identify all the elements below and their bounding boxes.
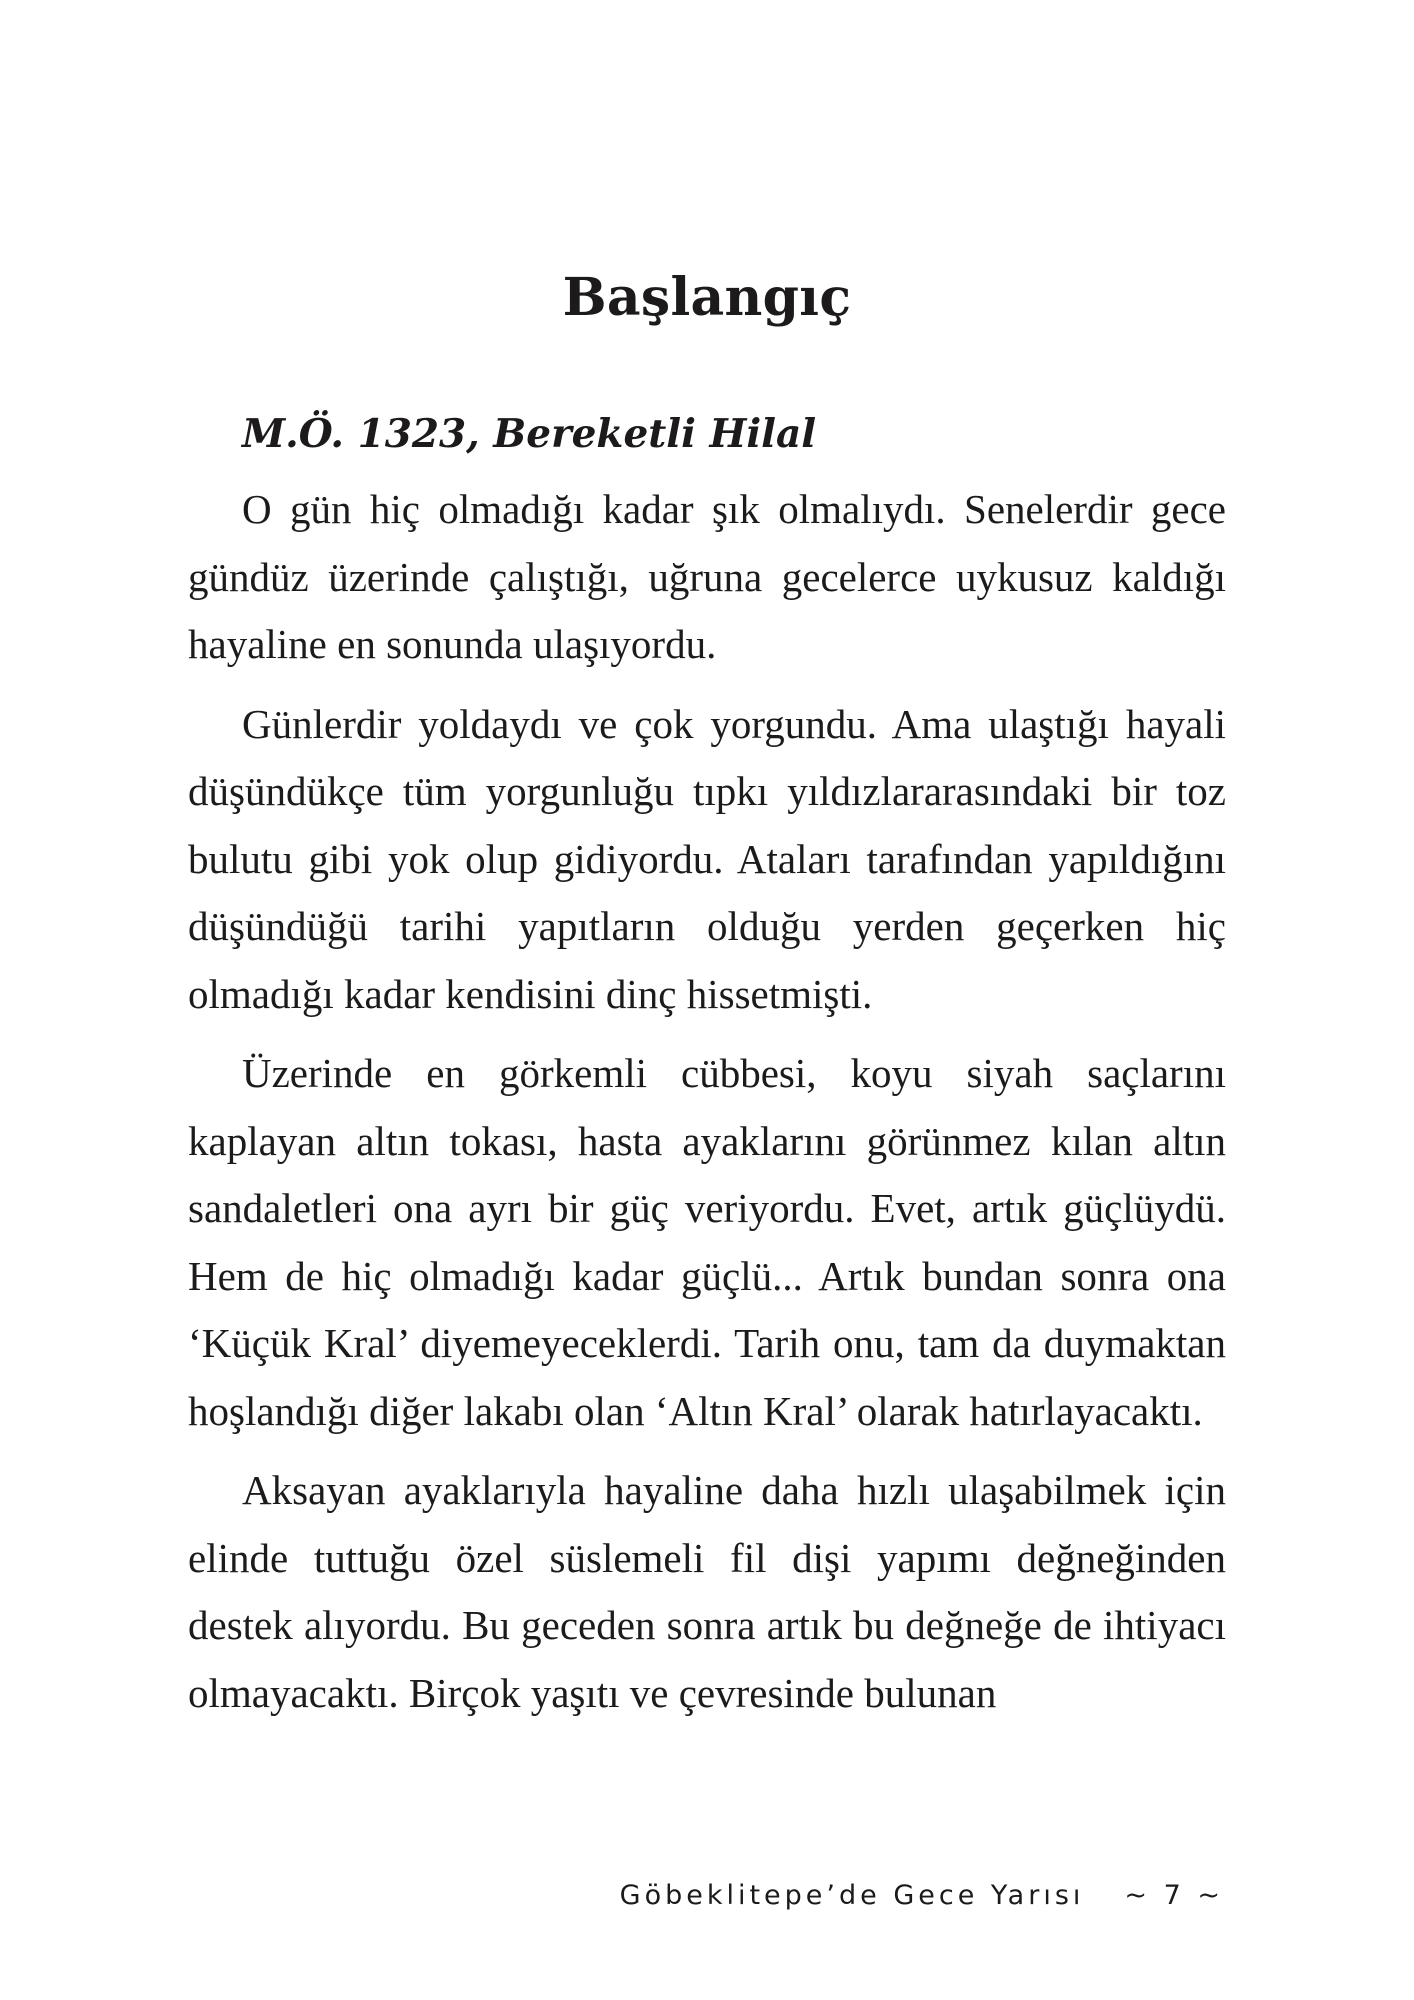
running-footer [620,1876,1224,1916]
paragraph-1: O gün hiç olmadığı kadar şık olmalıydı. Senelerdir gece gündüz üzerinde çalıştığı, uğruna gecelerce uykusuz kaldığı hayaline en sonunda ulaşıyordu. [188,486,1226,667]
body-text [188,404,1226,1739]
scene-heading: M.Ö. 1323, Bereketli Hilal [242,411,817,457]
paragraph-3: Üzerinde en görkemli cübbesi, koyu siyah saçlarını kaplayan altın tokası, hasta ayaklarını görünmez kılan altın sandaletleri ona ayrı bir güç veriyordu. Evet, artık güçlüydü. Hem de hiç olmadığı kadar güçlü... Artık bundan sonra ona ‘Küçük Kral’ diyemeyeceklerdi. Tarih onu, tam da duymaktan hoşlandığı diğer lakabı olan ‘Altın Kral’ olarak hatırlayacaktı. [188,1050,1226,1434]
footer-book-title: Göbeklitepe’de Gece Yarısı [619,1880,1085,1911]
paragraph-2: Günlerdir yoldaydı ve çok yorgundu. Ama ulaştığı hayali düşündükçe tüm yorgunluğu tıpkı yıldızlararasındaki bir toz bulutu gibi yok olup gidiyordu. Ataları tarafından yapıldığını düşündüğü tarihi yapıtların olduğu yerden geçerken hiç olmadığı kadar kendisini dinç hissetmişti. [188,700,1226,1017]
chapter-title: Başlangıç [562,267,852,328]
paragraph-4: Aksayan ayaklarıyla hayaline daha hızlı ulaşabilmek için elinde tuttuğu özel süslemeli fil dişi yapımı değneğinden destek alıyordu. Bu geceden sonra artık bu değneğe de ihtiyacı olmayacaktı. Birçok yaşıtı ve çevresinde bulunan [188,1467,1226,1716]
page-number: ~ 7 ~ [1124,1880,1224,1911]
